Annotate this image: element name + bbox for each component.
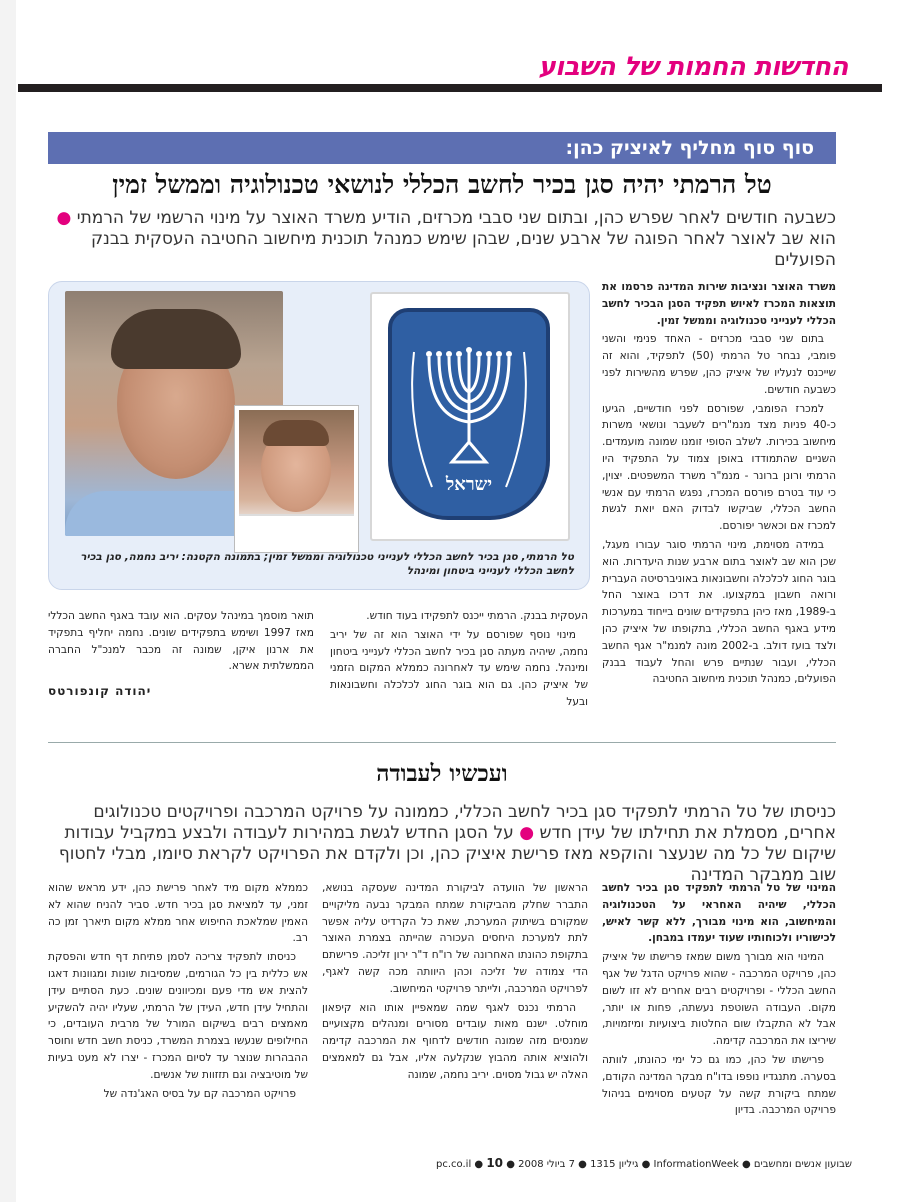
photo-box xyxy=(48,281,590,590)
lead2-text-1: כניסתו של טל הרמתי לתפקיד סגן בכיר לחשב הכללי, כממונה על פרויקט המרכבה ופרויקטים טכנולוגים אחרים, מסמלת את תחילתו של עידן חדש xyxy=(93,802,836,843)
article2-paragraph: כניסתו לתפקיד צריכה לסמן פתיחת דף חדש והפסקת אש כללית בין כל הגורמים, שמסיבות שונות ומגוונות דאגו להצית אש מדי פעם ומכיוונים שונים. כעת הסתיים עידן והתחיל עידן חדש, העידן של הרמתי, שעליו יהיה להשקיע מאמצים רבים בשיקום המורל של מרבית העובדים, כי החילופים שנעשו בצמרת המשרד, כניסת חשב חדש וחוסר ההבהרות שנוצר עד לסיום המכרז - יצרו לא מעט בעיות של מוטיבציה וגם תזזוות של אנשים. xyxy=(48,951,308,1081)
portrait-small-hair xyxy=(263,420,329,446)
emblem-of-israel xyxy=(370,292,570,541)
lead-text-2: הוא שב לאוצר לאחר הפוגה של ארבע שנים, שבהן שימש כמנהל תוכנית מיחשוב החטיבה העסקית בבנק הפועלים xyxy=(90,229,836,270)
article1-paragraph: במידה מסוימת, מינוי הרמתי סוגר עבורו מעגל, שכן הוא שב לאוצר בתום ארבע שנות היעדרות. הוא בוגר החוג לכלכלה וחשבונאות באוניברסיטה העברית ורואה חשבון במקצועו. את דרכו באוצר החל ב-1989, מאז כיהן בתפקידים שונים בייחוד במערכות מידע באגף החשב הכללי, בתקופתו של איציק כהן ולצד בועז דולב. ב-2002 מונה למנמ"ר אגף החשב הכללי, ועבור שנתיים פרש והחל לעבוד בבנק הפועלים, כמנהל תוכנית מיחשוב החטיבה xyxy=(602,538,836,686)
article2-column-3 xyxy=(48,880,308,1104)
page-margin-band xyxy=(0,0,16,1202)
article2-paragraph: כממלא מקום מיד לאחר פרישת כהן, ידע מראש שהוא זמני, עד למציאת סגן בכיר חדש. סביר להניח שהוא לא האמין שמלאכת החיפוש אחר ממלא מקום תיארך זמן כה רב. xyxy=(48,882,308,945)
article2-lead xyxy=(48,802,836,886)
photo-caption: טל הרמתי, סגן בכיר לחשב הכללי לענייני טכנולוגיה וממשל זמין; בתמונה הקטנה: יריב נחמה, סגן בכיר לחשב הכללי לענייני ביטחון ומינהל xyxy=(80,551,574,577)
article1-byline: יהודה קונפורטס xyxy=(48,684,152,699)
header-rule xyxy=(18,84,882,92)
article1-column-1 xyxy=(602,279,836,690)
lead-text-1: כשבעה חודשים לאחר שפרש כהן, ובתום שני סבבי מכרזים, הודיע משרד האוצר על מינוי הרשמי של הרמתי xyxy=(76,208,836,228)
article1-paragraph: למכרז הפומבי, שפורסם לפני חודשיים, הגיעו כ-40 פניות מצד מנמ"רים לשעבר ונושאי משרות מיחשוב בכירות. לשלב הסופי זומנו שמונה מועמדים. השניים שהתמודדו באופן צמוד על התפקיד היו הרמתי ורונן ברונר - מנמ"ר משרד המשפטים. יצוין, כי עוד בטרם פורסם המכרז, נפגש הרמתי עם אנשי החשב הכללי, שביקשו לבדוק האם יואת לגשת למכרז אם וכאשר יפורסם. xyxy=(602,402,836,533)
article-kicker: סוף סוף מחליף לאיציק כהן: xyxy=(48,132,836,164)
portrait-hair xyxy=(111,309,241,369)
article1-paragraph: העסקית בבנק. הרמתי ייכנס לתפקידו בעוד חודש. xyxy=(366,610,588,622)
article2-paragraph: הרמתי נכנס לאגף שמה שמאפיין אותו הוא קיפאון מוחלט. ישנם מאות עובדים מסורים ומנהלים מקצועיים שמנסים מזה שמונה חודשים לדחוף את המרכבה קדימה ולהוציא אותה מהבוץ שנקלעה אליו, אבל גם למאמצים האלה יש גבול מסוים. יריב נחמה, שמונה xyxy=(322,1001,588,1081)
emblem-label: ישראל xyxy=(445,474,493,495)
article2-paragraph: הראשון של הוועדה לביקורת המדינה שעסקה בנושא, התברר שחלק מהביקורת שמתח המבקר נבעה מליקויים שמקורם בשיתוק המערכת, שאת כל הקרדיט עליה אפשר לתת למערכת היחסים העכורה שהייתה בצמרת האוצר בתקופת כהונתו האחרונה של רו"ח ד"ר ירון זליכה. פרישתם הדי צמודה של זליכה וכהן היוותה מכה קשה לאגף, לפרויקט המרכבה, ולייתר פרויקטי המיחשוב. xyxy=(322,882,588,995)
article1-column-2 xyxy=(330,608,588,713)
article2-paragraph: המינוי הוא מבורך משום שמאז פרישתו של איציק כהן, פרויקט המרכבה - שהוא פרויקט הדגל של אגף החשב הכללי - ופרויקטים רבים אחרים לא זזו לשום מקום. העבודה השוטפת נעשתה, פחות או יותר, אבל לא התקבלו שום החלטות ביצועיות ומיזמויות, שיריצו את המרכבה קדימה. xyxy=(602,951,836,1048)
article2-paragraph: פרישתו של כהן, כמו גם כל ימי כהונתו, לוותה בסערה. מתנגדיו נופפו בדו"ח מבקר המדינה הקודם, שמתח ביקורת קשה על קטעים מסוימים בניהול פרויקט המרכבה. בדיון xyxy=(602,1053,836,1117)
lead-bullet: ● xyxy=(56,208,72,228)
article2-paragraph: פרויקט המרכבה קם על בסיס האג'נדה של xyxy=(103,1087,296,1100)
article-headline: טל הרמתי יהיה סגן בכיר לחשב הכללי לנושאי טכנולוגיה וממשל זמין xyxy=(112,170,772,199)
page-number: 10 xyxy=(486,1156,504,1170)
portrait-small-suit xyxy=(239,514,354,550)
lead2-text-2: על הסגן החדש לגשת במהירות לעבודה ולבצע במקביל עבודות שיקום של כל מה שנעצר והוקפא מאז פרישת איציק כהן, וכן ולקדם את הפרויקט לקראת סיומו, מבלי לחטוף שוב ממבקר המדינה xyxy=(58,823,836,885)
lead2-bullet: ● xyxy=(519,823,535,843)
article1-paragraph: בתום שני סבבי מכרזים - האחד פנימי והשני פומבי, נבחר טל הרמתי (50) לתפקיד, והוא זה שייכנס לנעליו של איציק כהן, שפרש מהשירות לפני כשבעה חודשים. xyxy=(602,333,836,396)
photo-yariv-nehama xyxy=(235,406,358,552)
article-lead xyxy=(48,208,836,271)
article2-column-2 xyxy=(322,880,588,1086)
emblem-shield xyxy=(388,308,550,520)
section-title: החדשות החמות של השבוע xyxy=(538,52,848,82)
article1-paragraph: מינוי נוסף שפורסם על ידי האוצר הוא זה של יריב נחמה, שיהיה מעתה סגן בכיר לחשב הכללי לענייני ביטחון ומינהל. נחמה שימש עד לאחרונה כממלא המקום הזמני של איציק כהן. גם הוא בוגר החוג לכלכלה וחשבונאות ובעל xyxy=(330,628,588,708)
article2-intro: המינוי של טל הרמתי לתפקיד סגן בכיר לחשב הכללי, שיהיה האחראי על הטכנולוגיה והמיחשוב, הוא מינוי מבורך, ללא קשר לאיש, לכישוריו ולכוחותיו שעוד יעמדו במבחן. xyxy=(602,882,836,945)
article2-headline: ועכשיו לעבודה xyxy=(376,760,508,787)
footer-text: שבועון אנשים ומחשבים ● InformationWeek ● גיליון 1315 ● 7 ביולי 2008 ● pc.co.il ● xyxy=(436,1159,852,1170)
article2-column-1 xyxy=(602,880,836,1121)
article1-column-3 xyxy=(48,608,314,700)
article1-paragraph: תואר מוסמך במינהל עסקים. הוא עובד באגף החשב הכללי מאז 1997 ושימש בתפקידים שונים. נחמה יחליף בתפקיד את ארנון איקן, שמונה זה מכבר למנכ"ל החברה הממשלתית אשרא. xyxy=(48,610,314,673)
article-divider xyxy=(48,742,836,743)
article1-intro: משרד האוצר ונציבות שירות המדינה פרסמו את תוצאות המכרז לאיוש תפקיד הסגן הבכיר לחשב הכללי לענייני טכנולוגיה וממשל זמין. xyxy=(602,281,836,327)
page-footer xyxy=(420,1156,852,1170)
